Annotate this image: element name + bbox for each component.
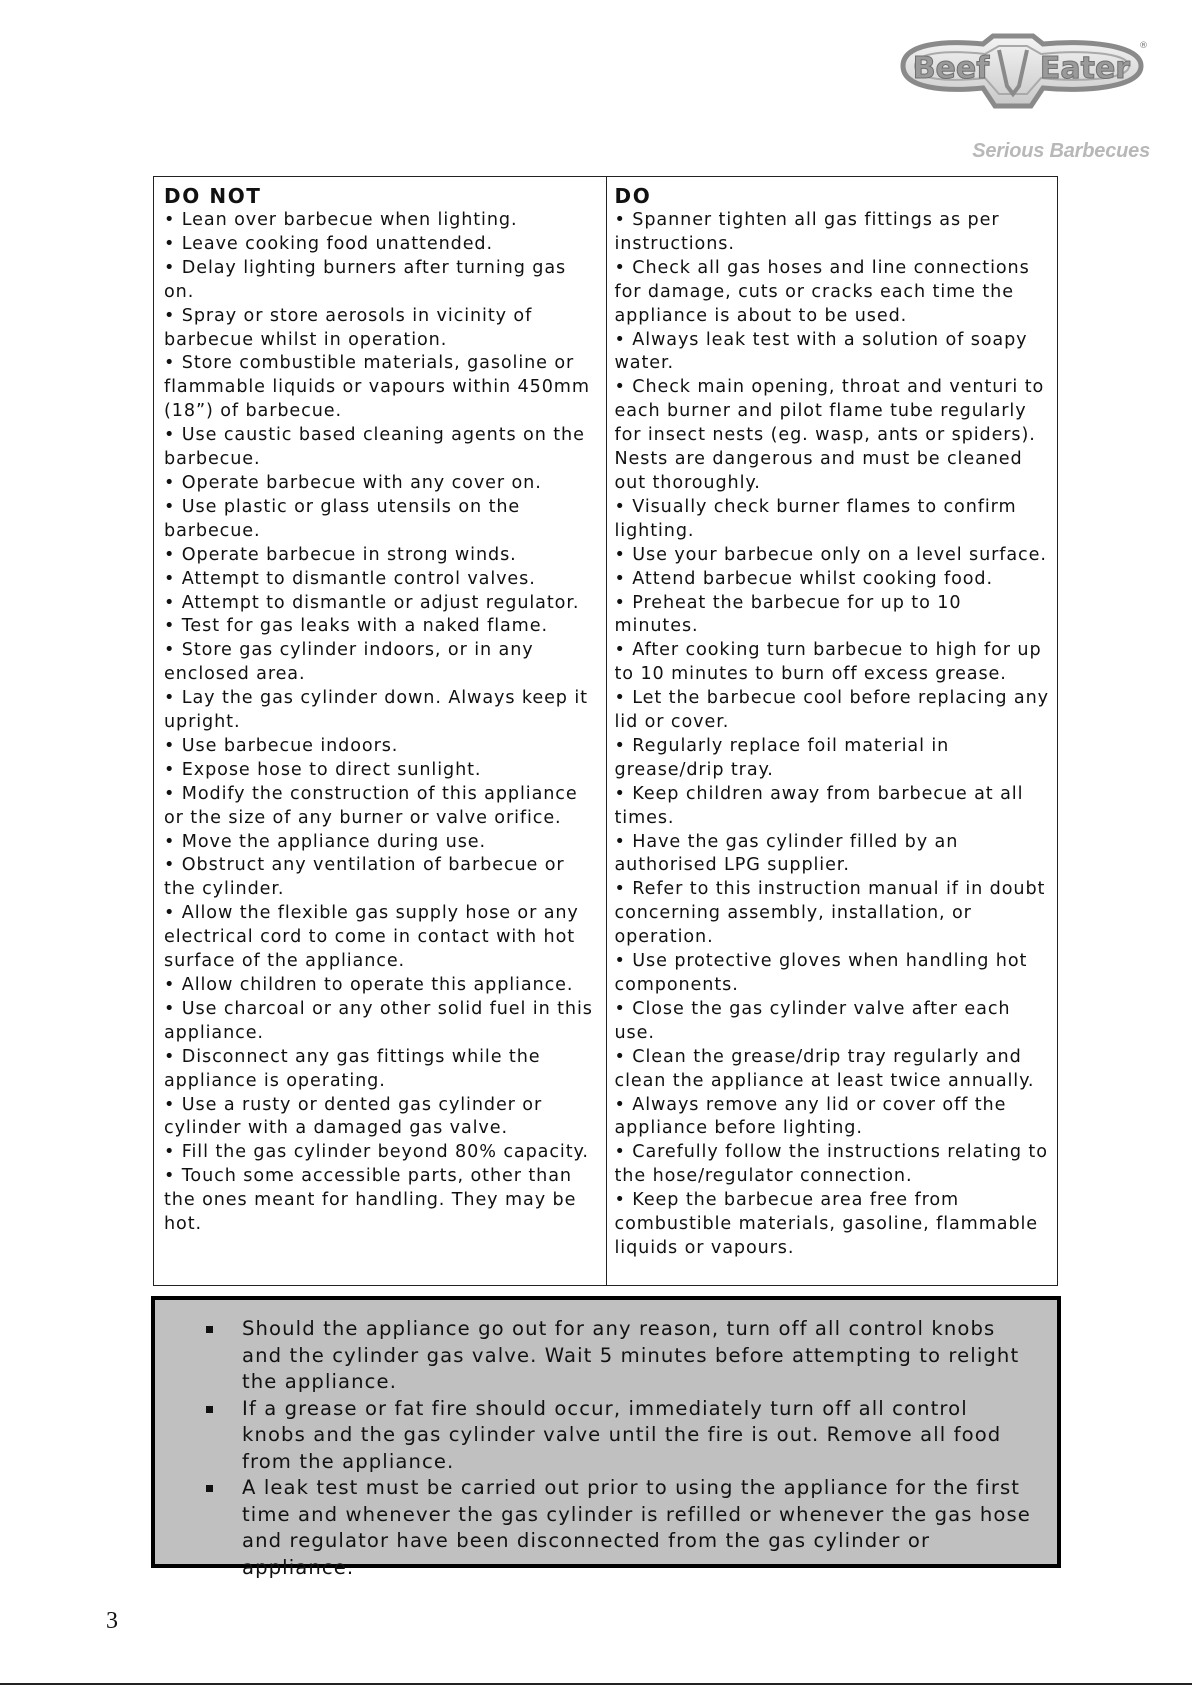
- do-not-heading: DO NOT: [164, 184, 262, 208]
- list-item: • Clean the grease/drip tray regularly and clean the appliance at least twice annually.: [614, 1046, 1035, 1091]
- do-heading: DO: [614, 184, 652, 208]
- square-bullet-icon: [206, 1406, 213, 1413]
- list-item: • Modify the construction of this appliance or the size of any burner or valve orifice.: [164, 783, 578, 828]
- list-item: • Operate barbecue with any cover on.: [164, 472, 542, 493]
- list-item: • Lean over barbecue when lighting.: [164, 210, 518, 230]
- warning-text: Should the appliance go out for any reason, turn off all control knobs and the cylinder gas valve. Wait 5 minutes before attempting to relight the appliance.: [242, 1317, 1020, 1393]
- list-item: • Check main opening, throat and venturi to each burner and pilot flame tube regularly for insect nests (eg. wasp, ants or spiders). Nests are dangerous and must be cleaned out thoroughly.: [614, 377, 1045, 493]
- do-not-column: [154, 177, 606, 1285]
- list-item: • Obstruct any ventilation of barbecue or the cylinder.: [164, 855, 565, 900]
- list-item: • Attend barbecue whilst cooking food.: [614, 568, 993, 589]
- do-not-list: [164, 209, 598, 1237]
- list-item: • Move the appliance during use.: [164, 831, 487, 852]
- list-item: • Refer to this instruction manual if in doubt concerning assembly, installation, or operation.: [614, 879, 1046, 948]
- list-item: • Regularly replace foil material in grease/drip tray.: [614, 735, 950, 780]
- list-item: • Let the barbecue cool before replacing any lid or cover.: [614, 688, 1049, 733]
- warning-item: [205, 1396, 1037, 1476]
- warning-text: If a grease or fat fire should occur, immediately turn off all control knobs and the gas cylinder valve until the fire is out. Remove all food from the appliance.: [242, 1396, 1002, 1473]
- list-item: • Use caustic based cleaning agents on the barbecue.: [164, 425, 585, 470]
- svg-text:Eater: Eater: [1039, 51, 1131, 86]
- list-item: • Use barbecue indoors.: [164, 735, 399, 756]
- list-item: • Fill the gas cylinder beyond 80% capacity.: [164, 1142, 589, 1163]
- list-item: • Store combustible materials, gasoline or flammable liquids or vapours within 450mm (18”) of barbecue.: [164, 353, 590, 422]
- warning-item: [205, 1316, 1037, 1396]
- list-item: • Use your barbecue only on a level surface.: [614, 544, 1047, 565]
- svg-text:Beef: Beef: [912, 51, 990, 86]
- list-item: • Store gas cylinder indoors, or in any enclosed area.: [164, 640, 534, 685]
- list-item: • Visually check burner flames to confirm lighting.: [614, 496, 1017, 541]
- list-item: • Always leak test with a solution of soapy water.: [614, 329, 1028, 374]
- do-list: [615, 209, 1050, 1261]
- list-item: • Keep children away from barbecue at all times.: [614, 783, 1024, 828]
- rules-table: [153, 176, 1058, 1286]
- list-item: • Spanner tighten all gas fittings as per instructions.: [614, 210, 1000, 254]
- brand-tagline: Serious Barbecues: [972, 140, 1150, 162]
- list-item: • Have the gas cylinder filled by an authorised LPG supplier.: [614, 831, 959, 876]
- list-item: • Keep the barbecue area free from combustible materials, gasoline, flammable liquids or vapours.: [614, 1190, 1039, 1258]
- list-item: • Allow children to operate this appliance.: [164, 975, 574, 995]
- warning-item: [205, 1475, 1037, 1581]
- list-item: • Allow the flexible gas supply hose or any electrical cord to come in contact with hot surface of the appliance.: [164, 903, 579, 972]
- square-bullet-icon: [206, 1326, 213, 1333]
- list-item: • Always remove any lid or cover off the appliance before lighting.: [614, 1094, 1007, 1139]
- square-bullet-icon: [206, 1485, 213, 1492]
- list-item: • Attempt to dismantle or adjust regulator.: [164, 592, 580, 613]
- list-item: • Attempt to dismantle control valves.: [164, 568, 536, 589]
- beef-eater-logo: [873, 14, 1151, 110]
- do-column: [606, 177, 1058, 1285]
- list-item: • Operate barbecue in strong winds.: [164, 544, 517, 565]
- list-item: • Test for gas leaks with a naked flame.: [164, 616, 548, 637]
- warning-text: A leak test must be carried out prior to using the appliance for the first time and whenever the gas cylinder is refilled or whenever the gas hose and regulator have been disconnected from the gas cylinder or appliance.: [242, 1476, 1031, 1579]
- list-item: • Carefully follow the instructions relating to the hose/regulator connection.: [614, 1142, 1048, 1187]
- list-item: • Preheat the barbecue for up to 10 minutes.: [614, 592, 962, 637]
- list-item: • After cooking turn barbecue to high for up to 10 minutes to burn off excess grease.: [614, 640, 1042, 685]
- list-item: • Use protective gloves when handling hot components.: [614, 951, 1028, 995]
- list-item: • Touch some accessible parts, other than the ones meant for handling. They may be hot.: [164, 1166, 577, 1235]
- list-item: • Use charcoal or any other solid fuel in this appliance.: [164, 998, 593, 1043]
- list-item: • Close the gas cylinder valve after each use.: [614, 998, 1011, 1043]
- list-item: • Use a rusty or dented gas cylinder or cylinder with a damaged gas valve.: [164, 1094, 543, 1139]
- svg-text:®: ®: [1139, 41, 1148, 51]
- list-item: • Delay lighting burners after turning gas on.: [164, 257, 567, 302]
- list-item: • Leave cooking food unattended.: [164, 233, 493, 254]
- page-number: 3: [106, 1608, 118, 1634]
- list-item: • Spray or store aerosols in vicinity of barbecue whilst in operation.: [164, 305, 533, 350]
- list-item: • Lay the gas cylinder down. Always keep it upright.: [164, 688, 588, 733]
- list-item: • Expose hose to direct sunlight.: [164, 759, 482, 780]
- list-item: • Check all gas hoses and line connections for damage, cuts or cracks each time the appliance is about to be used.: [614, 257, 1030, 326]
- warning-list: [205, 1316, 1037, 1581]
- list-item: • Use plastic or glass utensils on the barbecue.: [164, 496, 521, 541]
- safety-warning-box: [151, 1296, 1061, 1579]
- list-item: • Disconnect any gas fittings while the appliance is operating.: [164, 1046, 541, 1091]
